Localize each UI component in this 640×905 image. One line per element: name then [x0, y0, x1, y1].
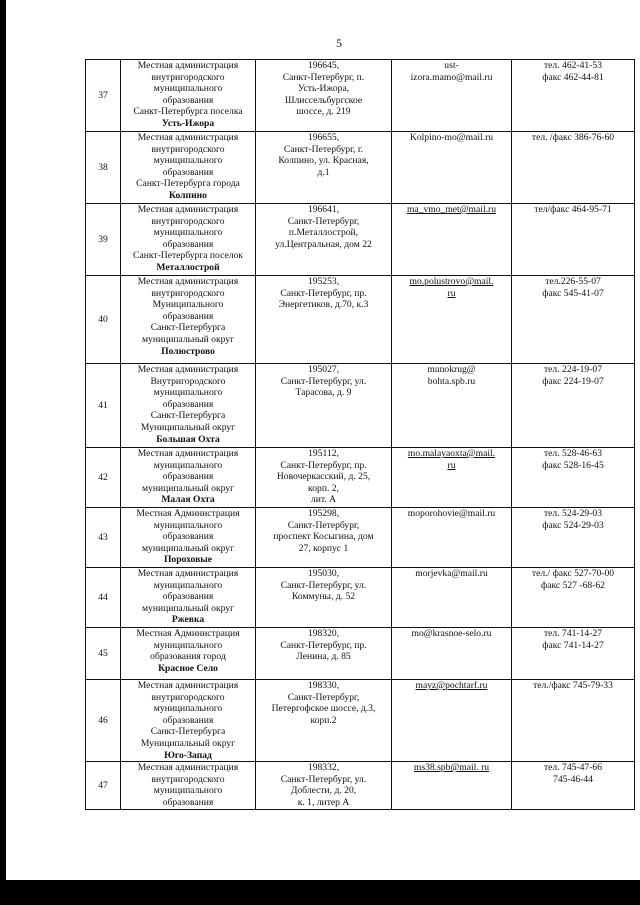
row-number: 38	[86, 132, 121, 204]
phone-line: факс 224-19-07	[542, 375, 604, 387]
name-line: Санкт-Петербурга	[150, 726, 226, 738]
table-row	[86, 762, 635, 810]
administration-name	[121, 448, 256, 508]
postal-address	[256, 204, 392, 276]
row-number: 46	[86, 680, 121, 762]
row-number: 40	[86, 276, 121, 364]
email-line[interactable]: ma_vmo_met@mail.ru	[406, 204, 497, 215]
name-line: образования	[162, 531, 214, 543]
address-line: д.1	[317, 166, 330, 178]
address-line: Шлиссельбургское	[284, 94, 363, 106]
name-line: муниципального	[153, 519, 223, 531]
address-line: 196655,	[307, 132, 340, 143]
phone-fax	[512, 568, 635, 628]
address-line: к. 1, литер А	[297, 796, 350, 808]
name-line: внутригородского	[151, 773, 225, 785]
postal-address	[256, 276, 392, 364]
email-line[interactable]: Kolpino-mo@mail.ru	[409, 132, 494, 143]
phone-line: факс 528-16-45	[542, 459, 604, 471]
address-line: корп. 2,	[308, 482, 339, 494]
administration-name	[121, 628, 256, 680]
email-line[interactable]: ust-	[444, 60, 459, 71]
administration-name	[121, 204, 256, 276]
municipality-name: Малая Охта	[161, 494, 215, 506]
address-line: Санкт-Петербург, ул.	[280, 579, 367, 591]
phone-fax	[512, 204, 635, 276]
name-line: образования	[162, 796, 214, 808]
name-line: муниципального	[153, 703, 223, 715]
address-line: Колпино, ул. Красная,	[278, 155, 369, 167]
row-number: 43	[86, 508, 121, 568]
administration-name	[121, 568, 256, 628]
phone-fax	[512, 60, 635, 132]
address-line: корп.2	[310, 714, 337, 726]
municipality-name: Большая Охта	[156, 433, 220, 445]
address-line: 196645,	[307, 60, 340, 71]
phone-fax	[512, 448, 635, 508]
phone-line: тел.226-55-07	[545, 276, 601, 287]
municipality-name: Пороховые	[163, 554, 213, 566]
name-line: внутригородского	[151, 143, 225, 155]
municipality-name: Усть-Ижора	[161, 117, 215, 129]
address-line: 198332,	[307, 762, 340, 774]
address-line: 198320,	[307, 628, 340, 639]
row-number: 45	[86, 628, 121, 680]
email-address[interactable]	[392, 568, 512, 628]
phone-fax	[512, 132, 635, 204]
name-line: образования	[162, 471, 214, 483]
address-line: Тарасова, д. 9	[295, 387, 352, 399]
phone-line: тел./ факс 527-70-00	[531, 568, 615, 579]
email-address[interactable]	[392, 60, 512, 132]
email-line[interactable]: bohta.spb.ru	[427, 375, 476, 387]
name-line: образования	[162, 166, 214, 178]
document-page	[6, 0, 640, 880]
name-line: муниципального	[153, 639, 223, 651]
name-line: муниципального	[153, 785, 223, 797]
name-line: муниципальный округ	[141, 333, 235, 345]
administration-name	[121, 762, 256, 810]
name-line: внутригородского	[151, 287, 225, 299]
phone-line: тел. /факс 386-76-60	[531, 132, 615, 143]
row-number: 42	[86, 448, 121, 508]
page-number: 5	[336, 36, 342, 50]
address-line: Санкт-Петербург, ул.	[280, 773, 367, 785]
phone-fax	[512, 762, 635, 810]
name-line: образования	[162, 398, 214, 410]
phone-line: факс 741-14-27	[542, 639, 604, 651]
address-line: Санкт-Петербург, г.	[283, 143, 364, 155]
name-line: Санкт-Петербурга	[150, 322, 226, 334]
email-line[interactable]: munokrug@	[427, 364, 476, 375]
name-line: Местная Администрация	[136, 508, 240, 519]
postal-address	[256, 628, 392, 680]
name-line: образования	[162, 238, 214, 250]
name-line: муниципального	[153, 387, 223, 399]
address-line: Санкт-Петербург, пр.	[280, 287, 367, 299]
email-line[interactable]: moporоhovie@mail.ru	[407, 508, 496, 519]
name-line: Санкт-Петербурга поселка	[133, 106, 243, 118]
municipality-name: Металлострой	[156, 261, 220, 273]
address-line: Доблести, д. 20,	[290, 785, 357, 797]
phone-fax	[512, 628, 635, 680]
municipality-name: Юго-Запад	[164, 749, 212, 761]
address-line: Санкт-Петербург,	[287, 215, 360, 227]
phone-line: факс 527 -68-62	[541, 579, 605, 591]
name-line: внутригородского	[151, 691, 225, 703]
name-line: образования	[162, 591, 214, 603]
email-address[interactable]	[392, 204, 512, 276]
name-line: Санкт-Петербурга города	[136, 178, 240, 190]
table-row	[86, 364, 635, 448]
table-row	[86, 628, 635, 680]
address-line: Коммуны, д. 52	[291, 591, 356, 603]
name-line: образования	[162, 310, 214, 322]
table-row	[86, 448, 635, 508]
administration-name	[121, 508, 256, 568]
name-line: муниципальный округ	[141, 602, 235, 614]
name-line: муниципального	[153, 155, 223, 167]
address-line: Санкт-Петербург, пр.	[280, 459, 367, 471]
name-line: Местная администрация	[137, 568, 239, 579]
email-line[interactable]: mo.polustrovo@mail.	[409, 276, 494, 287]
phone-line: 745-46-44	[553, 773, 593, 785]
table-row	[86, 132, 635, 204]
row-number: 44	[86, 568, 121, 628]
name-line: Местная администрация	[137, 204, 239, 215]
name-line: Санкт-Петербурга поселок	[133, 250, 243, 262]
address-line: п.Металлострой,	[288, 227, 359, 239]
municipality-name: Колпино	[169, 189, 207, 201]
name-line: Местная администрация	[137, 680, 239, 691]
name-line: внутригородского	[151, 71, 225, 83]
address-line: Энергетиков, д.70, к.3	[278, 299, 369, 311]
name-line: Внутригородского	[150, 375, 226, 387]
postal-address	[256, 364, 392, 448]
email-address[interactable]	[392, 448, 512, 508]
address-line: ул.Центральная, дом 22	[275, 238, 372, 250]
table-body	[86, 60, 635, 810]
name-line: муниципальный округ	[141, 542, 235, 554]
name-line: муниципального	[153, 83, 223, 95]
email-line[interactable]: izora.mamo@mail.ru	[410, 71, 493, 83]
address-line: Санкт-Петербург, ул.	[280, 375, 367, 387]
name-line: Местная администрация	[137, 762, 239, 774]
phone-fax	[512, 680, 635, 762]
postal-address	[256, 680, 392, 762]
phone-line: факс 524-29-03	[542, 519, 604, 531]
name-line: Муниципального	[152, 299, 224, 311]
row-number: 41	[86, 364, 121, 448]
address-line: Усть-Ижора,	[297, 83, 350, 95]
name-line: Местная Администрация	[136, 628, 240, 639]
address-line: Санкт-Петербург,	[287, 691, 360, 703]
table-row	[86, 60, 635, 132]
administration-name	[121, 132, 256, 204]
row-number: 47	[86, 762, 121, 810]
phone-fax	[512, 276, 635, 364]
address-line: 195253,	[307, 276, 340, 287]
administrations-table	[85, 59, 635, 810]
name-line: Местная администрация	[137, 60, 239, 71]
name-line: Муниципальный округ	[140, 737, 236, 749]
phone-line: тел. 224-19-07	[543, 364, 602, 375]
phone-line: факс 462-44-81	[542, 71, 604, 83]
table-row	[86, 568, 635, 628]
email-line[interactable]: mayz@pochtarf.ru	[415, 680, 488, 691]
phone-fax	[512, 508, 635, 568]
municipality-name: Ржевка	[171, 614, 205, 626]
postal-address	[256, 508, 392, 568]
phone-line: тел./факс 745-79-33	[533, 680, 613, 691]
name-line: образования	[162, 94, 214, 106]
row-number: 37	[86, 60, 121, 132]
scan-bottom-edge	[0, 880, 640, 905]
table-row	[86, 276, 635, 364]
municipality-name: Красное Село	[158, 662, 218, 674]
address-line: Санкт-Петербург,	[287, 519, 360, 531]
address-line: 195027,	[307, 364, 340, 375]
address-line: 27, корпус 1	[298, 542, 349, 554]
address-line: лит. А	[310, 494, 337, 506]
phone-line: тел. 528-46-63	[543, 448, 602, 459]
email-line[interactable]: ru	[447, 287, 456, 299]
name-line: образования	[162, 714, 214, 726]
administration-name	[121, 60, 256, 132]
email-line[interactable]: ms38.spb@mail. ru	[413, 762, 490, 774]
phone-line: тел/факс 464-95-71	[534, 204, 612, 215]
address-line: Новочеркасский, д. 25,	[276, 471, 371, 483]
address-line: 195112,	[308, 448, 339, 459]
name-line: Муниципальный округ	[140, 421, 236, 433]
address-line: проспект Косыгина, дом	[273, 531, 374, 543]
address-line: Санкт-Петербург, пр.	[280, 639, 367, 651]
email-address[interactable]	[392, 276, 512, 364]
name-line: муниципальный округ	[141, 482, 235, 494]
administration-name	[121, 364, 256, 448]
table-row	[86, 680, 635, 762]
email-address[interactable]	[392, 364, 512, 448]
administration-name	[121, 276, 256, 364]
address-line: 198330,	[307, 680, 340, 691]
phone-line: тел. 745-47-66	[543, 762, 602, 774]
address-line: 195030,	[307, 568, 340, 579]
email-address[interactable]	[392, 762, 512, 810]
name-line: Местная администрация	[137, 364, 239, 375]
phone-line: тел. 741-14-27	[543, 628, 602, 639]
postal-address	[256, 60, 392, 132]
postal-address	[256, 568, 392, 628]
email-line[interactable]: mo.malayaoxta@mail.	[407, 448, 496, 459]
name-line: Местная администрация	[137, 276, 239, 287]
name-line: образования город	[150, 651, 226, 663]
name-line: Санкт-Петербурга	[150, 410, 226, 422]
municipality-name: Полюстрово	[161, 345, 215, 357]
address-line: 196641,	[307, 204, 340, 215]
postal-address	[256, 448, 392, 508]
address-line: шоссе, д. 219	[296, 106, 351, 118]
phone-fax	[512, 364, 635, 448]
name-line: Местная администрация	[137, 132, 239, 143]
email-line[interactable]: morjevka@mail.ru	[415, 568, 488, 579]
table-row	[86, 204, 635, 276]
phone-line: тел. 524-29-03	[543, 508, 602, 519]
name-line: муниципального	[153, 459, 223, 471]
email-address[interactable]	[392, 628, 512, 680]
postal-address	[256, 762, 392, 810]
administration-name	[121, 680, 256, 762]
address-line: Ленина, д. 85	[296, 651, 351, 663]
postal-address	[256, 132, 392, 204]
email-line[interactable]: ru	[447, 459, 456, 471]
table-row	[86, 508, 635, 568]
address-line: Петергофское шоссе, д.3,	[271, 703, 376, 715]
email-address[interactable]	[392, 680, 512, 762]
name-line: внутригородского	[151, 215, 225, 227]
row-number: 39	[86, 204, 121, 276]
name-line: Местная администрация	[137, 448, 239, 459]
email-address[interactable]	[392, 132, 512, 204]
phone-line: факс 545-41-07	[542, 287, 604, 299]
address-line: 195298,	[307, 508, 340, 519]
name-line: муниципального	[153, 227, 223, 239]
name-line: муниципального	[153, 579, 223, 591]
email-line[interactable]: mo@krasnoe-selo.ru	[411, 628, 492, 639]
email-address[interactable]	[392, 508, 512, 568]
phone-line: тел. 462-41-53	[543, 60, 602, 71]
address-line: Санкт-Петербург, п.	[282, 71, 365, 83]
